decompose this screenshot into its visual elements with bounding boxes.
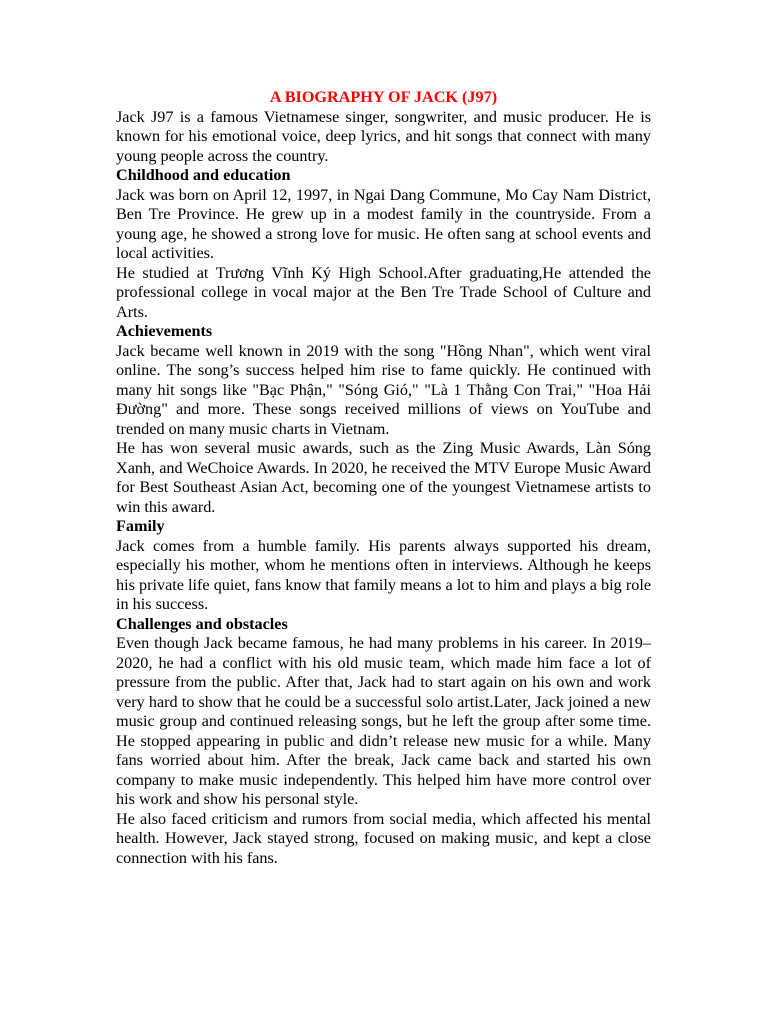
section-heading-challenges: Challenges and obstacles (116, 614, 288, 633)
childhood-paragraph-2: He studied at Trương Vĩnh Ký High School.After graduating,He attended the professional college in vocal major at the Ben Tre Trade School of Culture and Arts. (116, 263, 651, 321)
challenges-paragraph-2: He also faced criticism and rumors from social media, which affected his mental health. However, Jack stayed strong, focused on making music, and kept a close connection with his fans. (116, 809, 651, 867)
achievements-paragraph-2: He has won several music awards, such as the Zing Music Awards, Làn Sóng Xanh, and WeChoice Awards. In 2020, he received the MTV Europe Music Award for Best Southeast Asian Act, becoming one of the youngest Vietnamese artists to win this award. (116, 439, 651, 516)
childhood-paragraph-1: Jack was born on April 12, 1997, in Ngai Dang Commune, Mo Cay Nam District, Ben Tre Province. He grew up in a modest family in the countryside. From a young age, he showed a strong love for music. He often sang at school events and local activities. (116, 185, 651, 262)
document-page (116, 88, 651, 868)
challenges-paragraph-1: Even though Jack became famous, he had many problems in his career. In 2019–2020, he had a conflict with his old music team, which made him face a lot of pressure from the public. After that, Jack had to start again on his own and work very hard to show that he could be a successful solo artist.Later, Jack joined a new music group and continued releasing songs, but he left the group after some time. He stopped appearing in public and didn’t release new music for a while. Many fans worried about him. After the break, Jack came back and started his own company to make music independently. This helped him have more control over his work and show his personal style. (116, 634, 651, 808)
section-heading-family: Family (116, 517, 165, 535)
document-title: A BIOGRAPHY OF JACK (J97) (269, 88, 498, 106)
family-paragraph-1: Jack comes from a humble family. His parents always supported his dream, especially his mother, whom he mentions often in interviews. Although he keeps his private life quiet, fans know that family means a lot to him and plays a big role in his success. (116, 536, 651, 613)
achievements-paragraph-1: Jack became well known in 2019 with the song "Hồng Nhan", which went viral online. The song’s success helped him rise to fame quickly. He continued with many hit songs like "Bạc Phận," "Sóng Gió," "Là 1 Thằng Con Trai," "Hoa Hải Đường" and more. These songs received millions of views on YouTube and trended on many music charts in Vietnam. (116, 341, 651, 438)
intro-paragraph: Jack J97 is a famous Vietnamese singer, songwriter, and music producer. He is known for his emotional voice, deep lyrics, and hit songs that connect with many young people across the country. (116, 107, 651, 165)
section-heading-achievements: Achievements (116, 322, 213, 340)
section-heading-childhood: Childhood and education (116, 166, 291, 184)
